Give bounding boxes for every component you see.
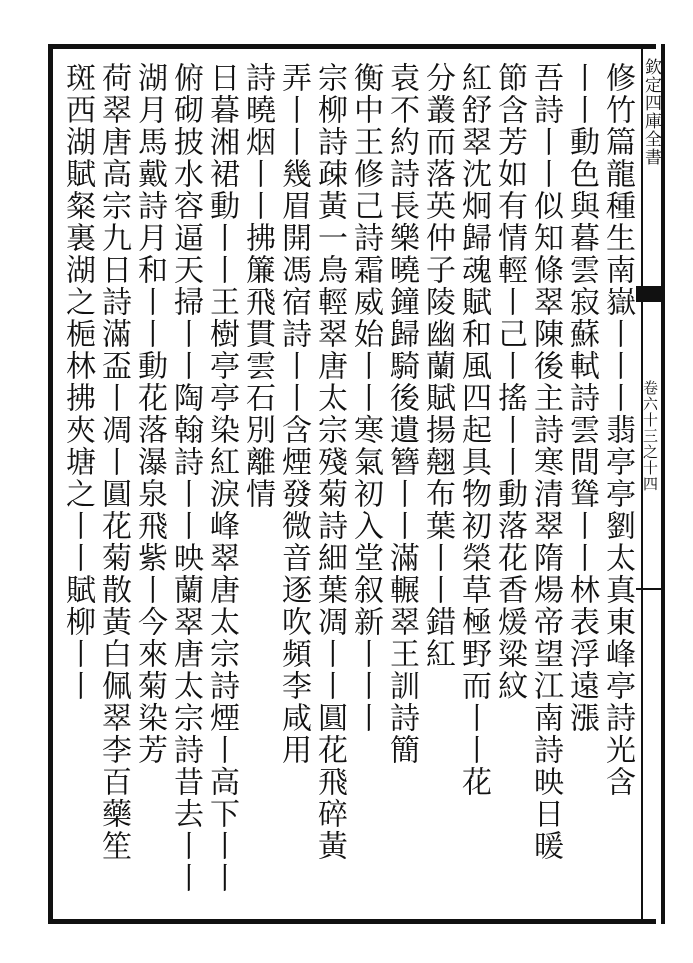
fishtail-mark bbox=[636, 286, 664, 302]
text-column: 吾詩丨丨似知條翠陳後主詩寒清翠隋煬帝望江南詩映日暖 bbox=[528, 62, 563, 862]
lower-fishtail-mark bbox=[636, 588, 664, 606]
text-column: 弄丨丨幾眉開馮宿詩丨丨含煙發微音逐吹頻李咸用 bbox=[276, 62, 311, 766]
text-column: 紅舒翠沈炯歸魂賦和風四起具物初榮草極野而丨丨花 bbox=[456, 62, 491, 798]
text-column: 分叢而落英仲子陵幽蘭賦揚翹布葉丨丨錯紅 bbox=[420, 62, 455, 670]
text-column: 宗柳詩疎黃一鳥輕翠唐太宗殘菊詩細葉凋丨丨圓花飛碎黃 bbox=[312, 62, 347, 862]
text-column: 荷翠唐高宗九日詩滿盃丨凋丨圓花菊散黃白佩翠李百藥笙 bbox=[96, 62, 131, 862]
text-column: 俯砌披水容逼天掃丨丨陶翰詩丨丨映蘭翠唐太宗詩昔去丨丨 bbox=[168, 62, 203, 894]
volume-label: 卷六十三之十四 bbox=[641, 380, 659, 492]
text-column: 湖月馬戴詩月和丨丨動花落瀑泉飛紫丨今來菊染芳 bbox=[132, 62, 167, 766]
book-title: 欽定四庫全書 bbox=[641, 58, 661, 166]
text-column: 斑西湖賦粲裏湖之梔林拂夾塘之丨丨賦柳丨丨 bbox=[60, 62, 95, 702]
text-column: 日暮湘裙動丨丨王樹亭亭染紅淚峰翠唐太宗詩煙丨高下丨丨 bbox=[204, 62, 239, 894]
text-column: 丨丨動色與暮雲寂蘇軾詩雲間聳丨丨林表浮遠漲 bbox=[564, 62, 599, 734]
text-column: 衡中王修己詩霜威始丨丨寒氣初入堂叙新丨丨丨 bbox=[348, 62, 383, 734]
text-column: 袁不約詩長樂曉鐘歸騎後遺簪丨丨滿輾翠王訓詩簡 bbox=[384, 62, 419, 766]
text-column: 修竹篇龍種生南嶽丨丨丨翡亭亭劉太真東峰亭詩光含 bbox=[600, 62, 635, 798]
text-column: 詩曉烟丨丨拂簾飛貫雲石別離情 bbox=[240, 62, 275, 510]
text-column: 節含芳如有情輕丨己丨搖丨丨動落花香煖粱紋 bbox=[492, 62, 527, 702]
